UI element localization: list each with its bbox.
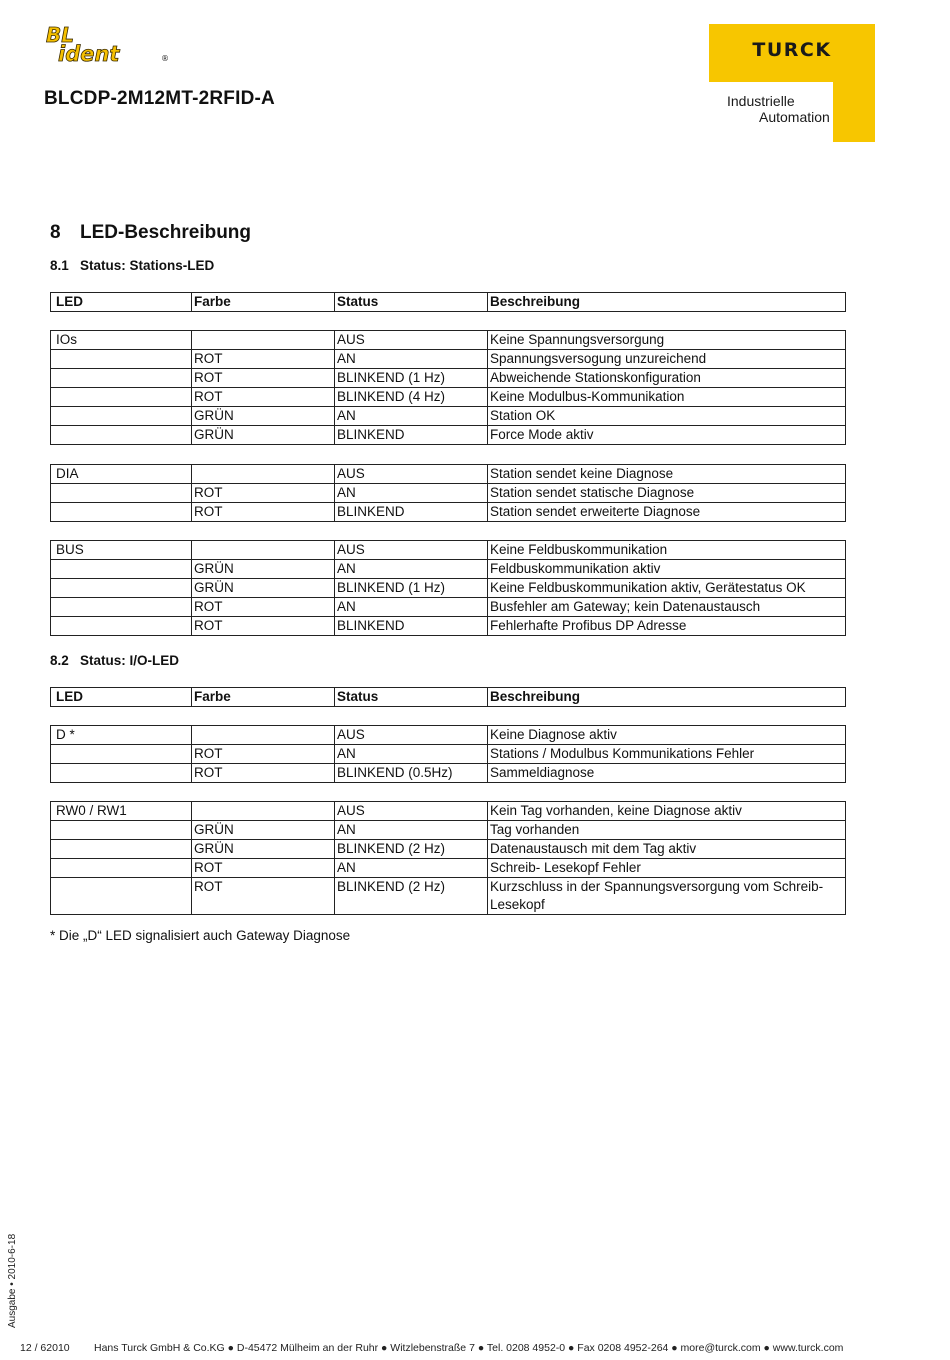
cell-led (51, 745, 192, 764)
cell-beschreibung: Kurzschluss in der Spannungsversorgung vom Schreib-Lesekopf (488, 878, 846, 915)
turck-tagline-1: Industrielle (727, 93, 795, 109)
cell-status: AN (335, 484, 488, 503)
cell-beschreibung: Schreib- Lesekopf Fehler (488, 859, 846, 878)
cell-farbe: GRÜN (192, 560, 335, 579)
cell-farbe: ROT (192, 388, 335, 407)
footer-address: Hans Turck GmbH & Co.KG ● D-45472 Mülheim an der Ruhr ● Witzlebenstraße 7 ● Tel. 0208 4952-0 ● Fax 0208 4952-264 ● more@turck.com ● www.turck.com (94, 1342, 844, 1354)
cell-status: BLINKEND (4 Hz) (335, 388, 488, 407)
turck-wordmark: TURCK (752, 39, 832, 61)
subsection-heading-stations: 8.1 Status: Stations-LED (50, 258, 215, 273)
cell-led: DIA (51, 465, 192, 484)
cell-farbe: GRÜN (192, 579, 335, 598)
cell-led (51, 369, 192, 388)
cell-status: BLINKEND (0.5Hz) (335, 764, 488, 783)
table-row (51, 426, 846, 445)
cell-farbe: ROT (192, 350, 335, 369)
cell-farbe: ROT (192, 369, 335, 388)
cell-led (51, 426, 192, 445)
cell-farbe: ROT (192, 617, 335, 636)
column-header: Status (335, 293, 488, 312)
table-row (51, 598, 846, 617)
cell-farbe: ROT (192, 484, 335, 503)
cell-led (51, 579, 192, 598)
column-header: LED (51, 293, 192, 312)
cell-led (51, 598, 192, 617)
cell-beschreibung: Stations / Modulbus Kommunikations Fehler (488, 745, 846, 764)
table-row (51, 579, 846, 598)
column-header: Farbe (192, 688, 335, 707)
svg-text:ident: ident (58, 42, 120, 66)
cell-beschreibung: Keine Feldbuskommunikation aktiv, Gerätestatus OK (488, 579, 846, 598)
cell-farbe (192, 465, 335, 484)
table-header-io (50, 687, 846, 707)
table-row (51, 859, 846, 878)
cell-farbe: ROT (192, 859, 335, 878)
cell-beschreibung: Force Mode aktiv (488, 426, 846, 445)
column-header: Beschreibung (488, 688, 846, 707)
page-number: 12 / 62010 (20, 1342, 70, 1354)
cell-led: RW0 / RW1 (51, 802, 192, 821)
cell-led (51, 859, 192, 878)
column-header: Status (335, 688, 488, 707)
cell-led (51, 388, 192, 407)
cell-led (51, 484, 192, 503)
table-row (51, 350, 846, 369)
cell-beschreibung: Keine Spannungsversorgung (488, 331, 846, 350)
cell-farbe (192, 541, 335, 560)
cell-status: BLINKEND (335, 426, 488, 445)
table-led-dia (50, 464, 846, 522)
cell-status: AUS (335, 802, 488, 821)
cell-beschreibung: Datenaustausch mit dem Tag aktiv (488, 840, 846, 859)
cell-farbe: ROT (192, 503, 335, 522)
cell-farbe (192, 726, 335, 745)
table-row (51, 484, 846, 503)
cell-status: BLINKEND (1 Hz) (335, 579, 488, 598)
cell-led (51, 350, 192, 369)
table-row (51, 745, 846, 764)
cell-farbe (192, 802, 335, 821)
cell-status: AN (335, 350, 488, 369)
bl-ident-logo (44, 22, 174, 66)
cell-led (51, 821, 192, 840)
subsection-heading-io: 8.2 Status: I/O-LED (50, 653, 180, 668)
cell-beschreibung: Station sendet keine Diagnose (488, 465, 846, 484)
table-row (51, 331, 846, 350)
table-led-ios (50, 330, 846, 445)
cell-status: BLINKEND (2 Hz) (335, 840, 488, 859)
cell-status: AUS (335, 726, 488, 745)
cell-farbe: ROT (192, 878, 335, 915)
cell-led: BUS (51, 541, 192, 560)
table-row (51, 465, 846, 484)
cell-beschreibung: Busfehler am Gateway; kein Datenaustausch (488, 598, 846, 617)
cell-farbe: GRÜN (192, 407, 335, 426)
table-row (51, 407, 846, 426)
table-row (51, 840, 846, 859)
table-led-rw (50, 801, 846, 915)
cell-led: D * (51, 726, 192, 745)
cell-status: AUS (335, 465, 488, 484)
cell-beschreibung: Feldbuskommunikation aktiv (488, 560, 846, 579)
cell-status: AN (335, 407, 488, 426)
cell-led: IOs (51, 331, 192, 350)
cell-status: AN (335, 821, 488, 840)
column-header: Farbe (192, 293, 335, 312)
table-row (51, 821, 846, 840)
cell-farbe: GRÜN (192, 426, 335, 445)
cell-status: AN (335, 859, 488, 878)
svg-text:BL: BL (46, 23, 74, 47)
cell-beschreibung: Spannungsversogung unzureichend (488, 350, 846, 369)
cell-led (51, 764, 192, 783)
cell-beschreibung: Tag vorhanden (488, 821, 846, 840)
cell-farbe: ROT (192, 598, 335, 617)
cell-farbe: ROT (192, 764, 335, 783)
section-heading: 8 LED-Beschreibung (50, 222, 252, 243)
table-led-bus (50, 540, 846, 636)
cell-beschreibung: Kein Tag vorhanden, keine Diagnose aktiv (488, 802, 846, 821)
turck-logo (709, 24, 875, 142)
cell-status: BLINKEND (2 Hz) (335, 878, 488, 915)
cell-status: AN (335, 598, 488, 617)
cell-led (51, 407, 192, 426)
column-header: LED (51, 688, 192, 707)
cell-led (51, 617, 192, 636)
cell-led (51, 840, 192, 859)
cell-farbe: GRÜN (192, 840, 335, 859)
table-row (51, 541, 846, 560)
cell-beschreibung: Sammeldiagnose (488, 764, 846, 783)
cell-farbe: ROT (192, 745, 335, 764)
cell-beschreibung: Keine Diagnose aktiv (488, 726, 846, 745)
cell-beschreibung: Station sendet erweiterte Diagnose (488, 503, 846, 522)
cell-beschreibung: Abweichende Stationskonfiguration (488, 369, 846, 388)
cell-status: AN (335, 745, 488, 764)
cell-led (51, 878, 192, 915)
cell-farbe (192, 331, 335, 350)
footnote: * Die „D“ LED signalisiert auch Gateway Diagnose (50, 928, 351, 943)
cell-beschreibung: Keine Feldbuskommunikation (488, 541, 846, 560)
cell-beschreibung: Keine Modulbus-Kommunikation (488, 388, 846, 407)
column-header: Beschreibung (488, 293, 846, 312)
cell-beschreibung: Fehlerhafte Profibus DP Adresse (488, 617, 846, 636)
table-header-stations (50, 292, 846, 312)
table-row (51, 617, 846, 636)
cell-led (51, 503, 192, 522)
table-row (51, 503, 846, 522)
cell-led (51, 560, 192, 579)
turck-tagline-2: Automation (759, 109, 830, 125)
cell-status: AUS (335, 331, 488, 350)
cell-beschreibung: Station OK (488, 407, 846, 426)
table-row (51, 802, 846, 821)
cell-status: AUS (335, 541, 488, 560)
edition-date: Ausgabe • 2010-6-18 (7, 1233, 18, 1328)
table-row (51, 878, 846, 915)
cell-status: BLINKEND (335, 503, 488, 522)
table-row (51, 764, 846, 783)
cell-status: BLINKEND (1 Hz) (335, 369, 488, 388)
table-row (51, 388, 846, 407)
cell-beschreibung: Station sendet statische Diagnose (488, 484, 846, 503)
svg-text:®: ® (161, 54, 169, 63)
table-row (51, 560, 846, 579)
cell-farbe: GRÜN (192, 821, 335, 840)
table-row (51, 726, 846, 745)
product-title: BLCDP-2M12MT-2RFID-A (44, 88, 275, 109)
table-row (51, 369, 846, 388)
cell-status: BLINKEND (335, 617, 488, 636)
table-led-d (50, 725, 846, 783)
cell-status: AN (335, 560, 488, 579)
